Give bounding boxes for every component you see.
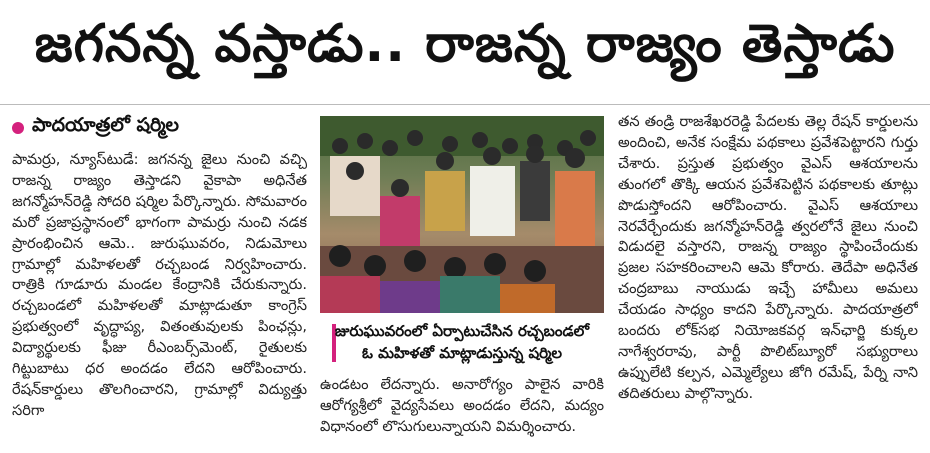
column-1-text: పామర్రు, న్యూస్‌టుడే: జగనన్న జైలు నుంచి వచ్చి రాజన్న రాజ్యం తెస్తాడని వైకాపా అధినేత జగన్మోహన్‌రెడ్డి సోదరి షర్మిల పేర్కొన్నారు. సోమవారం మరో ప్రజాప్రస్థానంలో భాగంగా పామర్రు నుంచి నడక ప్రారంభించిన ఆమె.. జురుఘువరం, నిడుమోలు గ్రామాల్లో మహిళలతో రచ్చబండ నిర్వహించారు. రాత్రికి గూడూరు మండల కేంద్రానికి చేరుకున్నారు. రచ్చబండలో మహిళలతో మాట్లాడుతూ కాంగ్రెస్ ప్రభుత్వంలో వృద్ధాప్య, వితంతువులకు పింఛన్లు, విద్యార్థులకు ఫీజు రీఎంబర్స్‌మెంట్, రైతులకు గిట్టుబాటు ధర అందడం లేదని ఆరోపించారు. రేషన్‌కార్డులు తొలగించారని, గ్రామాల్లో విద్యుత్తు సరిగా — [12, 151, 307, 419]
column-2-text: ఉండటం లేదన్నారు. అనారోగ్యం పాలైన వారికి ఆరోగ్యశ్రీలో వైద్యసేవలు అందడం లేదని, మద్యం విధానంలో లొసుగులున్నాయని విమర్శించారు. — [320, 376, 604, 435]
crowd-photo-illustration — [320, 116, 604, 313]
news-photo — [320, 116, 604, 313]
article-column-3 — [618, 112, 918, 447]
headline: జగనన్న వస్తాడు.. రాజన్న రాజ్యం తెస్తాడు — [34, 13, 896, 74]
column-3-text: తన తండ్రి రాజశేఖరరెడ్డి పేదలకు తెల్ల రేషన్ కార్డులను అందించి, అనేక సంక్షేమ పథకాలు ప్రవేశపెట్టారని గుర్తు చేశారు. ప్రస్తుత ప్రభుత్వం వైఎస్ ఆశయాలను తుంగలో తొక్కి ఆయన ప్రవేశపెట్టిన పథకాలకు తూట్లు పొడుస్తోందని ఆరోపించారు. వైఎస్ ఆశయాలు నెరవేర్చేందుకు జగన్మోహన్‌రెడ్డి త్వరలోనే జైలు నుంచి విడుదలై వస్తారని, రాజన్న రాజ్యం స్థాపించేందుకు ప్రజల సహకరించాలని ఆమె కోరారు. తెదేపా అధినేత చంద్రబాబు నాయుడు ఇచ్చే హామీలు అమలు చేయడం సాధ్యం కాదని పేర్కొన్నారు. పాదయాత్రలో బందరు లోక్‌సభ నియోజకవర్గ ఇన్‌ఛార్జి కుక్కల నాగేశ్వరరావు, పార్టీ పొలిట్‌బ్యూరో సభ్యురాలు ఉప్పులేటి కల్పన, ఎమ్మెల్యేలు జోగి రమేష్, పేర్ని నాని తదితరులు పాల్గొన్నారు. — [618, 113, 918, 402]
article-column-1 — [12, 150, 307, 445]
caption-line-2: ఓ మహిళతో మాట్లాడుస్తున్న షర్మిల — [361, 344, 563, 362]
caption-line-1: జురుఘువరంలో ఏర్పాటుచేసిన రచ్చబండలో — [334, 322, 590, 340]
kicker — [12, 114, 179, 141]
divider — [0, 104, 930, 105]
kicker-text: పాదయాత్రలో షర్మిల — [32, 114, 179, 136]
article-column-2 — [320, 375, 604, 450]
bullet-dot-icon — [12, 122, 24, 134]
photo-caption — [320, 314, 604, 370]
